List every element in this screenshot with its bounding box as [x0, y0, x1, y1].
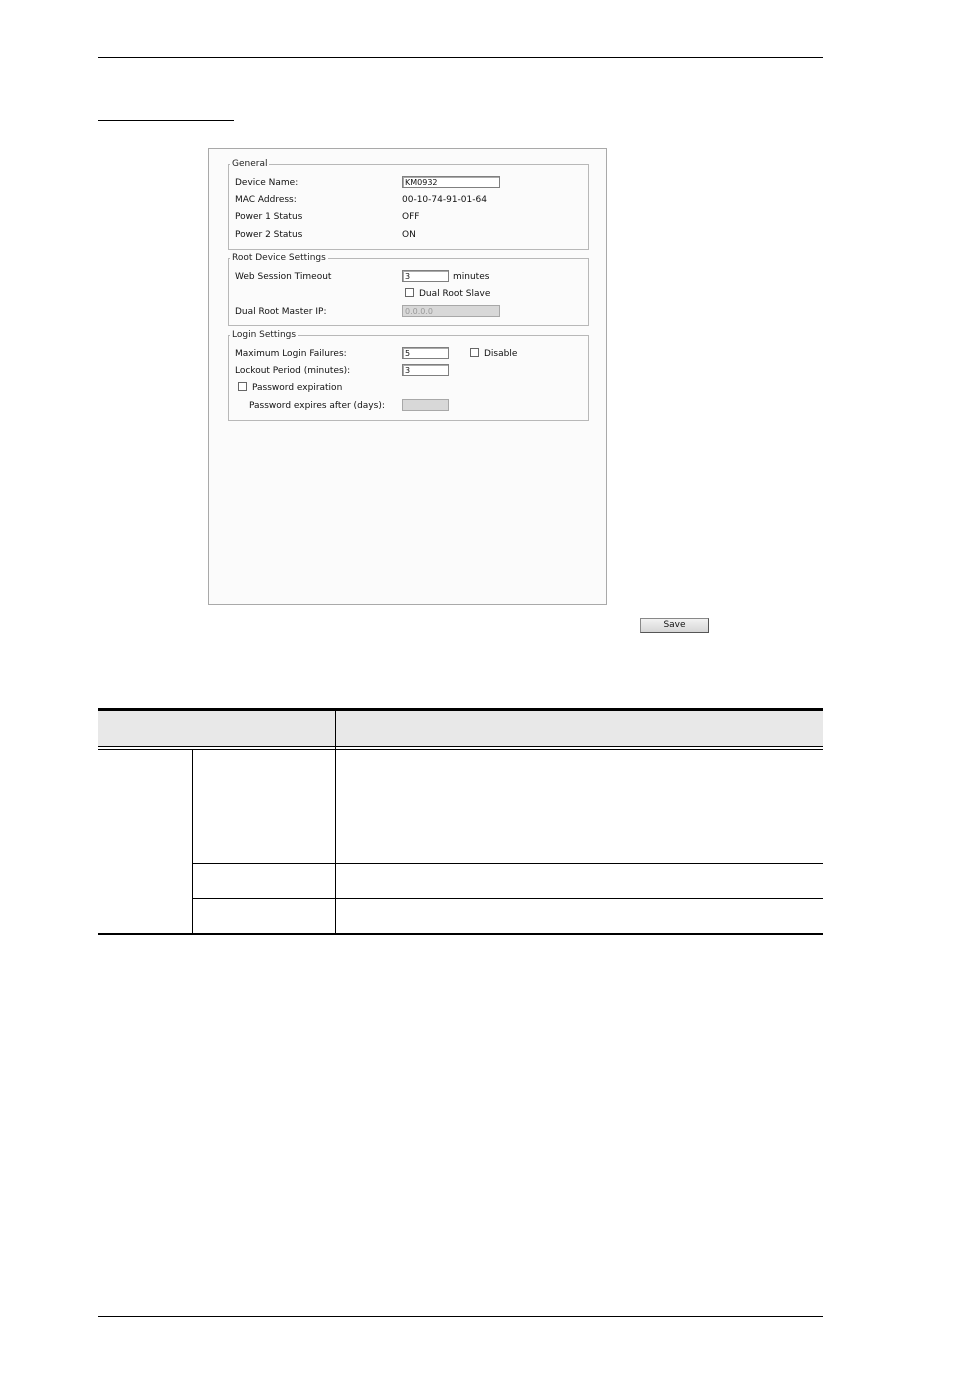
lockout-period-input[interactable]: 3 [402, 364, 449, 376]
general-legend: General [232, 159, 268, 169]
web-session-timeout-label: Web Session Timeout [235, 272, 332, 282]
table-bottom-rule [98, 933, 823, 935]
table-row-divider [192, 898, 823, 899]
mac-address-label: MAC Address: [235, 195, 297, 205]
device-name-input[interactable]: KM0932 [402, 176, 500, 188]
web-session-timeout-input[interactable]: 3 [402, 270, 449, 282]
settings-panel [208, 148, 607, 605]
table-header-rule-double [98, 749, 823, 750]
web-session-timeout-unit: minutes [453, 272, 490, 282]
table-subcolumn-divider [192, 749, 193, 933]
power1-status-value: OFF [402, 212, 420, 222]
dual-root-slave-checkbox[interactable] [405, 288, 414, 297]
device-name-label: Device Name: [235, 178, 299, 188]
table-column-divider [335, 711, 336, 933]
root-device-legend: Root Device Settings [232, 253, 326, 263]
password-expiration-label: Password expiration [252, 383, 343, 393]
login-settings-legend: Login Settings [232, 330, 297, 340]
footer-rule [98, 1316, 823, 1317]
mac-address-value: 00-10-74-91-01-64 [402, 195, 487, 205]
lockout-period-label: Lockout Period (minutes): [235, 366, 351, 376]
password-expires-after-label: Password expires after (days): [249, 401, 385, 411]
power2-status-value: ON [402, 230, 416, 240]
power2-status-label: Power 2 Status [235, 230, 303, 240]
table-row-divider [192, 863, 823, 864]
settings-description-table [98, 708, 823, 936]
password-expires-after-input[interactable] [402, 399, 449, 411]
table-header-rule [98, 746, 823, 747]
password-expiration-checkbox[interactable] [238, 382, 247, 391]
section-heading-underline [98, 120, 234, 121]
disable-checkbox[interactable] [470, 348, 479, 357]
max-login-failures-input[interactable]: 5 [402, 347, 449, 359]
header-rule [98, 57, 823, 58]
save-button[interactable]: Save [640, 618, 709, 633]
table-header-row [98, 711, 823, 746]
disable-label: Disable [484, 349, 518, 359]
max-login-failures-label: Maximum Login Failures: [235, 349, 347, 359]
dual-root-master-ip-label: Dual Root Master IP: [235, 307, 327, 317]
dual-root-master-ip-input[interactable]: 0.0.0.0 [402, 305, 500, 317]
power1-status-label: Power 1 Status [235, 212, 303, 222]
dual-root-slave-label: Dual Root Slave [419, 289, 491, 299]
